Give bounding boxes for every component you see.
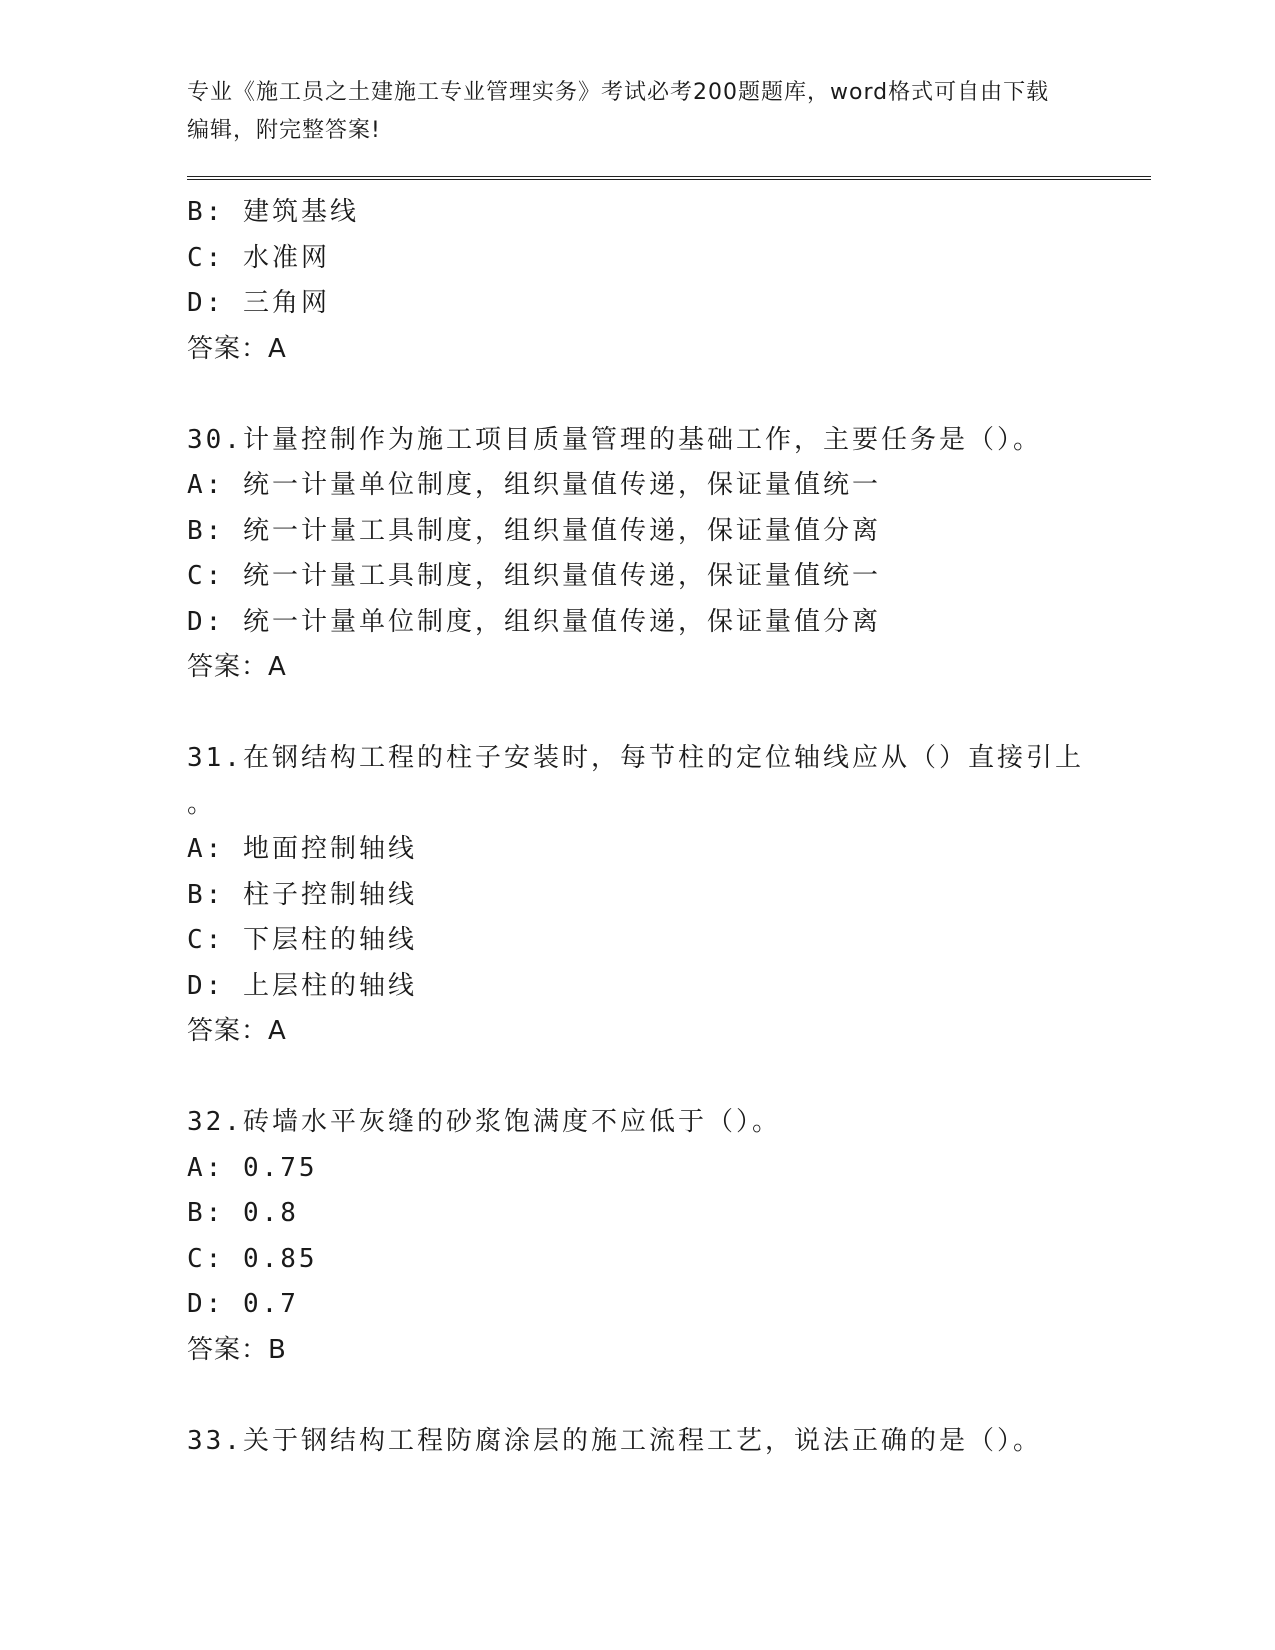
option-b: B: 统一计量工具制度，组织量值传递，保证量值分离 <box>187 515 881 546</box>
answer-line: 答案：A <box>187 1016 287 1046</box>
answer-line: 答案：A <box>187 652 287 682</box>
spacer <box>187 1373 1087 1419</box>
question-stem-tail: 。 <box>187 788 217 819</box>
header-divider <box>187 176 1151 180</box>
document-header: 专业《施工员之土建施工专业管理实务》考试必考200题题库，word格式可自由下载编辑，附完整答案! <box>187 80 1050 143</box>
option-c: C: 下层柱的轴线 <box>187 925 417 955</box>
option-b: B: 建筑基线 <box>187 197 359 227</box>
question-31 <box>187 736 1087 1055</box>
question-29-continuation <box>187 190 1087 372</box>
option-b: B: 0.8 <box>187 1198 299 1228</box>
option-c: C: 统一计量工具制度，组织量值传递，保证量值统一 <box>187 561 881 591</box>
option-d: D: 统一计量单位制度，组织量值传递，保证量值分离 <box>187 606 881 637</box>
question-stem: 31.在钢结构工程的柱子安装时，每节柱的定位轴线应从（）直接引上 <box>187 743 1084 773</box>
option-d: D: 上层柱的轴线 <box>187 970 417 1001</box>
option-a: A: 统一计量单位制度，组织量值传递，保证量值统一 <box>187 470 881 500</box>
answer-line: 答案：A <box>187 333 287 364</box>
spacer <box>187 691 1087 737</box>
answer-line: 答案：B <box>187 1334 287 1365</box>
document-body <box>187 190 1087 1464</box>
question-stem: 32.砖墙水平灰缝的砂浆饱满度不应低于（）。 <box>187 1107 781 1137</box>
spacer <box>187 372 1087 418</box>
option-c: C: 0.85 <box>187 1243 318 1274</box>
question-stem: 33.关于钢结构工程防腐涂层的施工流程工艺，说法正确的是（）。 <box>187 1425 1042 1456</box>
question-33 <box>187 1419 1087 1465</box>
question-30 <box>187 418 1087 691</box>
option-a: A: 0.75 <box>187 1152 318 1183</box>
option-b: B: 柱子控制轴线 <box>187 879 417 910</box>
option-d: D: 三角网 <box>187 288 330 318</box>
question-stem: 30.计量控制作为施工项目质量管理的基础工作，主要任务是（）。 <box>187 424 1042 455</box>
question-32 <box>187 1100 1087 1373</box>
option-c: C: 水准网 <box>187 242 330 273</box>
spacer <box>187 1055 1087 1101</box>
option-d: D: 0.7 <box>187 1289 299 1319</box>
option-a: A: 地面控制轴线 <box>187 834 417 864</box>
